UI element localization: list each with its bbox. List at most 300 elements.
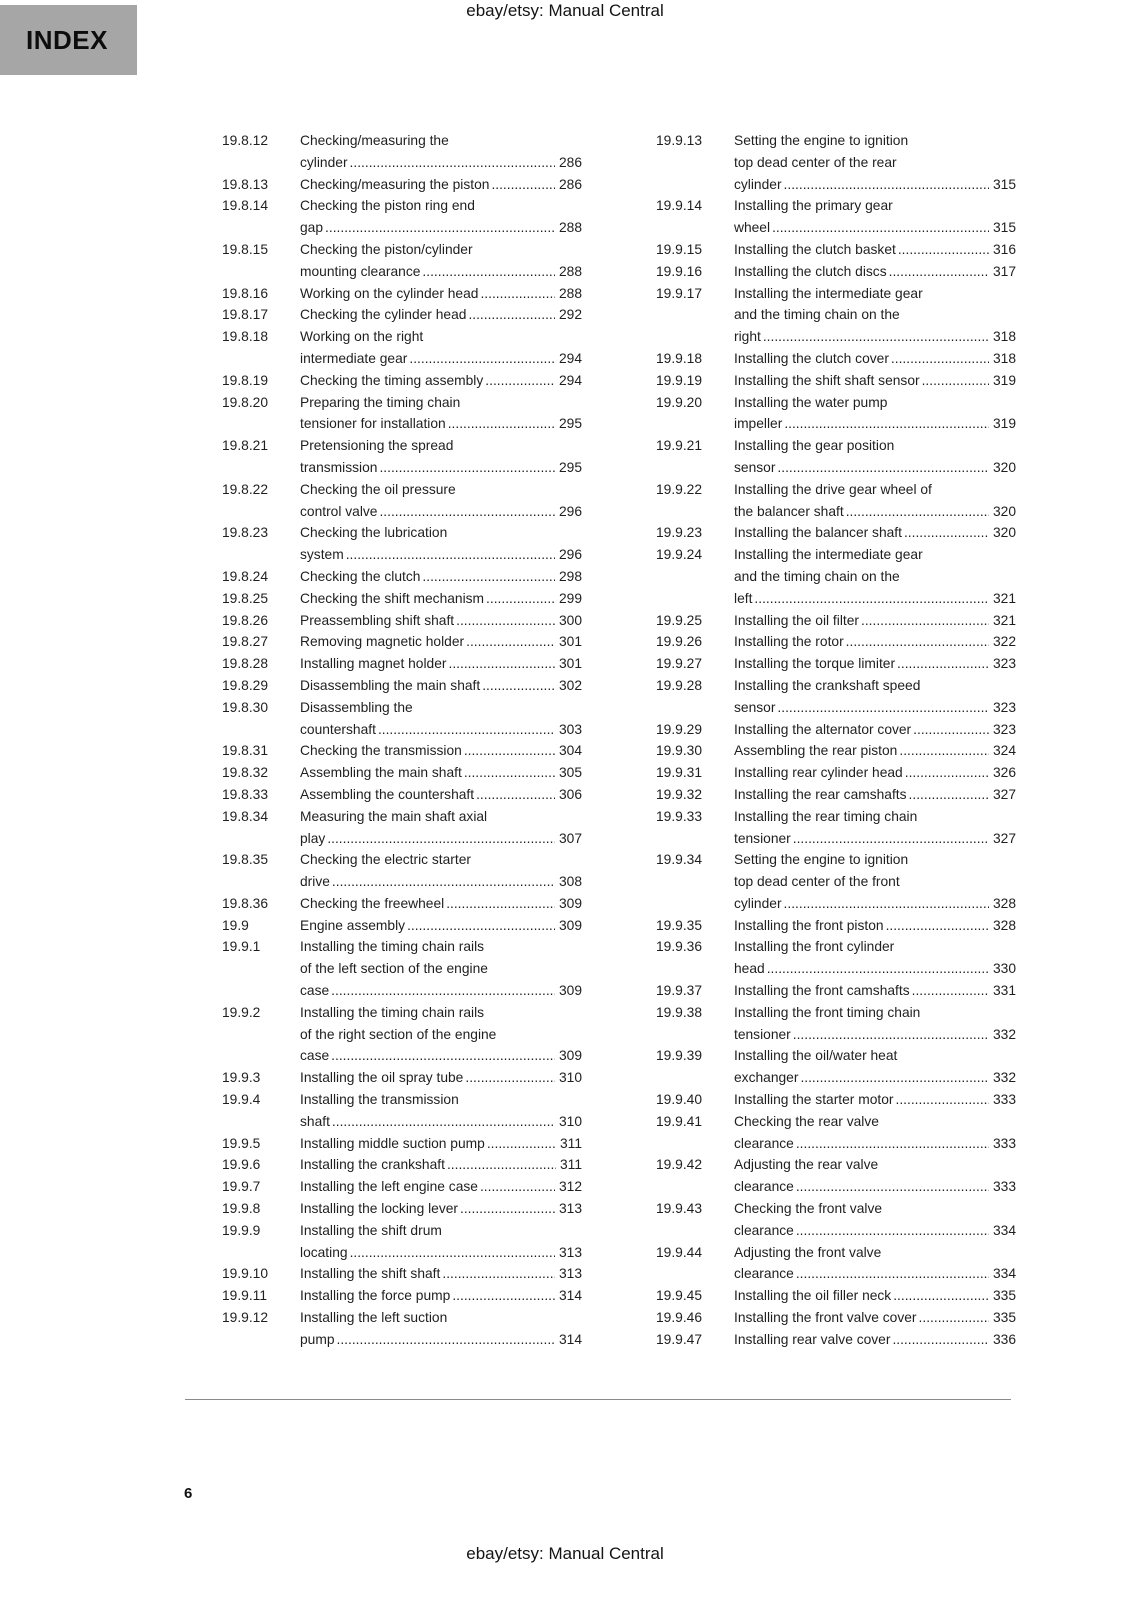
toc-entry xyxy=(222,1285,582,1307)
entry-body xyxy=(300,936,582,1001)
entry-last-line xyxy=(300,740,582,762)
toc-entry xyxy=(656,283,1016,348)
entry-title-line: Installing the timing chain rails xyxy=(300,1004,485,1020)
leader-dots xyxy=(796,1263,989,1285)
entry-last-line xyxy=(300,1133,582,1155)
entry-title-line: clearance xyxy=(734,1179,794,1195)
leader-dots xyxy=(465,1067,555,1089)
entry-title-line: Installing the drive gear wheel of xyxy=(734,481,932,497)
index-label: INDEX xyxy=(26,24,108,55)
entry-number: 19.9.27 xyxy=(656,656,703,672)
entry-last-line xyxy=(734,239,1016,261)
entry-page-number: 331 xyxy=(992,983,1016,999)
entry-last-line xyxy=(734,915,1016,937)
entry-title-line: wheel xyxy=(734,220,771,236)
entry-title-line: of the left section of the engine xyxy=(300,961,488,977)
entry-body xyxy=(300,762,582,784)
entry-page-number: 326 xyxy=(992,765,1016,781)
entry-number: 19.9.44 xyxy=(656,1244,703,1260)
leader-dots xyxy=(379,457,555,479)
entry-body xyxy=(734,130,1016,195)
entry-page-number: 320 xyxy=(992,525,1016,541)
toc-entry xyxy=(656,936,1016,980)
entry-body xyxy=(734,370,1016,392)
toc-entry xyxy=(656,653,1016,675)
leader-dots xyxy=(886,915,989,937)
entry-number: 19.9.19 xyxy=(656,372,703,388)
entry-last-line xyxy=(734,174,1016,196)
entry-title-line: impeller xyxy=(734,416,783,432)
entry-title-line: Checking the rear valve xyxy=(734,1113,879,1129)
toc-entry xyxy=(222,239,582,283)
entry-page-number: 296 xyxy=(558,503,582,519)
entry-page-number: 323 xyxy=(992,699,1016,715)
toc-entry xyxy=(656,762,1016,784)
entry-page-number: 309 xyxy=(558,895,582,911)
toc-entry xyxy=(222,370,582,392)
toc-entry xyxy=(656,1198,1016,1242)
entry-title-line: Engine assembly xyxy=(300,917,406,933)
entry-number: 19.9.41 xyxy=(656,1113,703,1129)
entry-number: 19.9.8 xyxy=(222,1201,261,1217)
entry-page-number: 321 xyxy=(992,590,1016,606)
entry-title-line: cylinder xyxy=(734,176,782,192)
entry-number: 19.9.11 xyxy=(222,1288,268,1304)
toc-entry xyxy=(222,1002,582,1067)
footer-title: ebay/etsy: Manual Central xyxy=(466,1544,664,1563)
entry-number: 19.9.14 xyxy=(656,198,703,214)
entry-page-number: 335 xyxy=(992,1310,1016,1326)
leader-dots xyxy=(796,1220,989,1242)
entry-page-number: 315 xyxy=(992,176,1016,192)
entry-title-line: exchanger xyxy=(734,1070,799,1086)
toc-entry xyxy=(656,522,1016,544)
entry-page-number: 286 xyxy=(558,154,582,170)
entry-page-number: 286 xyxy=(558,176,582,192)
entry-last-line xyxy=(300,457,582,479)
entry-number: 19.8.28 xyxy=(222,656,269,672)
entry-body xyxy=(734,980,1016,1002)
entry-body xyxy=(734,283,1016,348)
entry-last-line xyxy=(300,631,582,653)
leader-dots xyxy=(796,1133,989,1155)
entry-number: 19.8.29 xyxy=(222,677,269,693)
entry-body xyxy=(300,1285,582,1307)
toc-entry xyxy=(656,1045,1016,1089)
entry-number: 19.9.28 xyxy=(656,677,703,693)
leader-dots xyxy=(491,174,555,196)
entry-body xyxy=(300,1154,582,1176)
entry-page-number: 298 xyxy=(558,568,582,584)
entry-title-line: head xyxy=(734,961,765,977)
toc-entry xyxy=(656,610,1016,632)
entry-number: 19.9.12 xyxy=(222,1310,269,1326)
entry-last-line xyxy=(300,653,582,675)
entry-page-number: 315 xyxy=(992,220,1016,236)
entry-number: 19.9.30 xyxy=(656,743,703,759)
entry-page-number: 327 xyxy=(992,830,1016,846)
entry-title-line: Installing the crankshaft xyxy=(300,1157,445,1173)
entry-number: 19.9.25 xyxy=(656,612,703,628)
entry-number: 19.8.16 xyxy=(222,285,269,301)
entry-number: 19.9.42 xyxy=(656,1157,703,1173)
entry-number: 19.9.38 xyxy=(656,1004,703,1020)
toc xyxy=(222,130,1016,1351)
entry-body xyxy=(734,610,1016,632)
entry-title-line: locating xyxy=(300,1244,348,1260)
entry-body xyxy=(734,806,1016,850)
toc-entry xyxy=(222,1067,582,1089)
entry-page-number: 310 xyxy=(558,1070,582,1086)
entry-last-line xyxy=(300,501,582,523)
entry-body xyxy=(300,174,582,196)
entry-page-number: 311 xyxy=(560,1157,582,1173)
entry-last-line xyxy=(734,348,1016,370)
entry-page-number: 328 xyxy=(992,895,1016,911)
entry-body xyxy=(734,784,1016,806)
leader-dots xyxy=(892,1329,989,1351)
entry-body xyxy=(300,588,582,610)
entry-title-line: Installing the shift shaft sensor xyxy=(734,372,920,388)
entry-last-line xyxy=(734,1307,1016,1329)
entry-body xyxy=(734,675,1016,719)
entry-page-number: 308 xyxy=(558,874,582,890)
entry-number: 19.9.29 xyxy=(656,721,703,737)
entry-body xyxy=(300,653,582,675)
entry-page-number: 323 xyxy=(992,656,1016,672)
entry-page-number: 327 xyxy=(992,786,1016,802)
entry-last-line xyxy=(300,719,582,741)
toc-entry xyxy=(222,806,582,850)
entry-title-line: mounting clearance xyxy=(300,263,421,279)
entry-number: 19.9.22 xyxy=(656,481,703,497)
entry-title-line: Checking the piston ring end xyxy=(300,198,475,214)
toc-entry xyxy=(222,697,582,741)
entry-title-line: Checking the piston/cylinder xyxy=(300,241,473,257)
entry-number: 19.9.18 xyxy=(656,350,703,366)
entry-number: 19.9.10 xyxy=(222,1266,269,1282)
entry-title-line: of the right section of the engine xyxy=(300,1026,497,1042)
leader-dots xyxy=(422,261,555,283)
toc-entry xyxy=(656,1329,1016,1351)
entry-title-line: gap xyxy=(300,220,324,236)
entry-title-line: Assembling the countershaft xyxy=(300,786,475,802)
entry-last-line xyxy=(300,1111,582,1133)
entry-title-line: Installing the balancer shaft xyxy=(734,525,902,541)
entry-number: 19.8.18 xyxy=(222,329,269,345)
entry-body xyxy=(300,1089,582,1133)
entry-page-number: 332 xyxy=(992,1026,1016,1042)
entry-body xyxy=(300,566,582,588)
entry-title-line: Installing the front piston xyxy=(734,917,884,933)
entry-title-line: Installing the clutch discs xyxy=(734,263,887,279)
entry-number: 19.9.9 xyxy=(222,1222,261,1238)
entry-title-line: Installing the alternator cover xyxy=(734,721,912,737)
entry-page-number: 320 xyxy=(992,503,1016,519)
toc-entry xyxy=(656,544,1016,609)
entry-number: 19.9.37 xyxy=(656,983,703,999)
entry-body xyxy=(300,1220,582,1264)
entry-page-number: 288 xyxy=(558,220,582,236)
leader-dots xyxy=(422,566,555,588)
leader-dots xyxy=(448,413,555,435)
entry-page-number: 334 xyxy=(992,1266,1016,1282)
entry-last-line xyxy=(734,980,1016,1002)
leader-dots xyxy=(331,1045,555,1067)
entry-body xyxy=(300,1133,582,1155)
toc-entry xyxy=(656,195,1016,239)
entry-body xyxy=(734,1285,1016,1307)
entry-last-line xyxy=(300,610,582,632)
leader-dots xyxy=(777,697,989,719)
entry-title-line: Installing the front cylinder xyxy=(734,939,895,955)
entry-body xyxy=(300,806,582,850)
entry-title-line: Installing the force pump xyxy=(300,1288,451,1304)
entry-body xyxy=(300,915,582,937)
entry-body xyxy=(734,1089,1016,1111)
entry-page-number: 292 xyxy=(558,307,582,323)
entry-title-line: clearance xyxy=(734,1135,794,1151)
entry-last-line xyxy=(734,217,1016,239)
entry-page-number: 313 xyxy=(558,1201,582,1217)
leader-dots xyxy=(350,1242,555,1264)
toc-entry xyxy=(222,675,582,697)
entry-number: 19.8.27 xyxy=(222,634,269,650)
leader-dots xyxy=(897,653,989,675)
entry-title-line: left xyxy=(734,590,753,606)
entry-number: 19.8.26 xyxy=(222,612,269,628)
entry-page-number: 316 xyxy=(992,241,1016,257)
leader-dots xyxy=(800,1067,989,1089)
entry-title-line: Checking the front valve xyxy=(734,1201,883,1217)
entry-title-line: the balancer shaft xyxy=(734,503,844,519)
leader-dots xyxy=(793,1024,989,1046)
entry-last-line xyxy=(300,283,582,305)
entry-last-line xyxy=(300,1176,582,1198)
leader-dots xyxy=(378,719,555,741)
entry-last-line xyxy=(300,413,582,435)
header-title: ebay/etsy: Manual Central xyxy=(466,1,664,20)
leader-dots xyxy=(793,828,989,850)
leader-dots xyxy=(898,239,989,261)
leader-dots xyxy=(379,501,555,523)
entry-last-line xyxy=(300,544,582,566)
entry-number: 19.9.47 xyxy=(656,1331,703,1347)
entry-last-line xyxy=(734,828,1016,850)
leader-dots xyxy=(442,1263,555,1285)
toc-entry xyxy=(222,849,582,893)
entry-page-number: 307 xyxy=(558,830,582,846)
entry-last-line xyxy=(734,893,1016,915)
entry-body xyxy=(300,849,582,893)
leader-dots xyxy=(460,1198,555,1220)
entry-page-number: 309 xyxy=(558,917,582,933)
entry-last-line xyxy=(734,588,1016,610)
toc-entry xyxy=(656,1285,1016,1307)
entry-title-line: Installing the torque limiter xyxy=(734,656,896,672)
entry-last-line xyxy=(300,261,582,283)
entry-title-line: Installing the oil filter xyxy=(734,612,860,628)
toc-entry xyxy=(656,740,1016,762)
toc-entry xyxy=(222,326,582,370)
entry-title-line: Installing the transmission xyxy=(300,1092,459,1108)
entry-number: 19.9.1 xyxy=(222,939,261,955)
entry-number: 19.9.45 xyxy=(656,1288,703,1304)
entry-title-line: case xyxy=(300,983,330,999)
entry-number: 19.9.6 xyxy=(222,1157,261,1173)
toc-entry xyxy=(222,130,582,174)
entry-number: 19.8.25 xyxy=(222,590,269,606)
entry-last-line xyxy=(300,1263,582,1285)
entry-title-line: Installing middle suction pump xyxy=(300,1135,485,1151)
entry-number: 19.8.12 xyxy=(222,133,269,148)
toc-entry xyxy=(222,435,582,479)
entry-last-line xyxy=(734,1329,1016,1351)
entry-title-line: Preassembling shift shaft xyxy=(300,612,455,628)
entry-number: 19.9.7 xyxy=(222,1179,261,1195)
entry-body xyxy=(734,1329,1016,1351)
entry-last-line xyxy=(734,522,1016,544)
leader-dots xyxy=(784,174,989,196)
entry-last-line xyxy=(300,1067,582,1089)
entry-body xyxy=(300,1176,582,1198)
leader-dots xyxy=(772,217,989,239)
toc-entry xyxy=(656,348,1016,370)
entry-last-line xyxy=(300,893,582,915)
toc-entry xyxy=(222,1263,582,1285)
toc-entry xyxy=(222,784,582,806)
entry-title-line: Installing the locking lever xyxy=(300,1201,458,1217)
entry-body xyxy=(734,1242,1016,1286)
entry-page-number: 301 xyxy=(558,656,582,672)
entry-page-number: 309 xyxy=(558,1048,582,1064)
leader-dots xyxy=(482,675,555,697)
entry-body xyxy=(300,1067,582,1089)
entry-page-number: 333 xyxy=(992,1179,1016,1195)
leader-dots xyxy=(889,261,989,283)
entry-number: 19.9.43 xyxy=(656,1201,703,1217)
toc-entry xyxy=(222,522,582,566)
entry-last-line xyxy=(734,413,1016,435)
entry-title-line: sensor xyxy=(734,459,776,475)
entry-last-line xyxy=(734,740,1016,762)
toc-entry xyxy=(656,806,1016,850)
entry-last-line xyxy=(734,762,1016,784)
entry-number: 19.9.36 xyxy=(656,939,703,955)
entry-title-line: Installing the crankshaft speed xyxy=(734,677,921,693)
toc-entry xyxy=(222,195,582,239)
entry-page-number: 309 xyxy=(558,983,582,999)
entry-title-line: Checking the freewheel xyxy=(300,895,445,911)
toc-entry xyxy=(222,304,582,326)
entry-page-number: 311 xyxy=(560,1135,582,1151)
toc-entry xyxy=(656,1307,1016,1329)
entry-page-number: 312 xyxy=(558,1179,582,1195)
entry-title-line: drive xyxy=(300,874,330,890)
leader-dots xyxy=(480,1176,555,1198)
entry-title-line: Installing the front timing chain xyxy=(734,1004,921,1020)
entry-title-line: Installing the rear timing chain xyxy=(734,808,918,824)
entry-number: 19.8.24 xyxy=(222,568,269,584)
entry-page-number: 303 xyxy=(558,721,582,737)
entry-last-line xyxy=(300,304,582,326)
entry-number: 19.8.23 xyxy=(222,525,269,541)
entry-body xyxy=(300,130,582,174)
entry-body xyxy=(300,697,582,741)
entry-page-number: 314 xyxy=(558,1288,582,1304)
toc-entry xyxy=(656,370,1016,392)
entry-number: 19.8.21 xyxy=(222,438,269,454)
entry-body xyxy=(300,283,582,305)
leader-dots xyxy=(896,1089,989,1111)
toc-entry xyxy=(656,1111,1016,1155)
leader-dots xyxy=(796,1176,989,1198)
entry-page-number: 295 xyxy=(558,459,582,475)
entry-number: 19.9.34 xyxy=(656,852,703,868)
footer-rule xyxy=(185,1399,1011,1400)
entry-number: 19.8.15 xyxy=(222,241,269,257)
entry-title-line: Working on the cylinder head xyxy=(300,285,479,301)
toc-entry xyxy=(222,1133,582,1155)
entry-title-line: Checking the lubrication xyxy=(300,525,448,541)
entry-body xyxy=(734,261,1016,283)
entry-number: 19.8.34 xyxy=(222,808,269,824)
entry-body xyxy=(300,239,582,283)
entry-body xyxy=(300,435,582,479)
entry-last-line xyxy=(734,1263,1016,1285)
entry-number: 19.8.17 xyxy=(222,307,269,323)
entry-title-line: clearance xyxy=(734,1222,794,1238)
leader-dots xyxy=(893,1285,989,1307)
entry-last-line xyxy=(734,457,1016,479)
index-label-box xyxy=(0,5,137,75)
entry-title-line: Setting the engine to ignition xyxy=(734,852,909,868)
toc-entry xyxy=(222,762,582,784)
entry-page-number: 288 xyxy=(558,263,582,279)
entry-number: 19.8.19 xyxy=(222,372,269,388)
leader-dots xyxy=(331,980,555,1002)
entry-title-line: shaft xyxy=(300,1113,330,1129)
leader-dots xyxy=(487,1133,556,1155)
entry-page-number: 295 xyxy=(558,416,582,432)
entry-last-line xyxy=(300,1154,582,1176)
entry-page-number: 323 xyxy=(992,721,1016,737)
entry-page-number: 332 xyxy=(992,1070,1016,1086)
entry-title-line: Installing the oil/water heat xyxy=(734,1048,898,1064)
entry-title-line: Preparing the timing chain xyxy=(300,394,461,410)
leader-dots xyxy=(468,304,555,326)
toc-entry xyxy=(222,588,582,610)
entry-number: 19.9.13 xyxy=(656,133,703,148)
entry-title-line: countershaft xyxy=(300,721,376,737)
entry-title-line: Setting the engine to ignition xyxy=(734,133,909,148)
leader-dots xyxy=(904,522,989,544)
entry-page-number: 319 xyxy=(992,416,1016,432)
entry-body xyxy=(734,740,1016,762)
entry-last-line xyxy=(734,1089,1016,1111)
entry-last-line xyxy=(300,152,582,174)
leader-dots xyxy=(327,828,555,850)
entry-body xyxy=(734,239,1016,261)
entry-body xyxy=(300,370,582,392)
entry-page-number: 301 xyxy=(558,634,582,650)
entry-title-line: Disassembling the xyxy=(300,699,413,715)
entry-body xyxy=(734,1198,1016,1242)
entry-title-line: Checking the oil pressure xyxy=(300,481,456,497)
entry-page-number: 335 xyxy=(992,1288,1016,1304)
leader-dots xyxy=(447,1154,556,1176)
entry-body xyxy=(734,522,1016,544)
